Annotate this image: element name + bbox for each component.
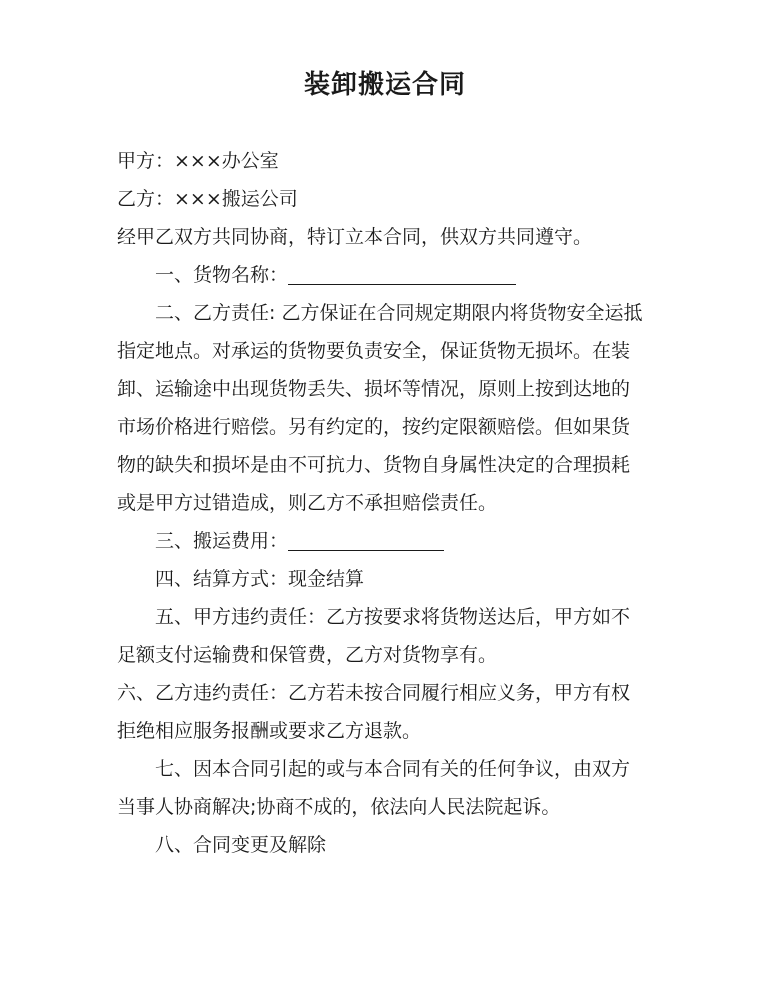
clause-6: 六、乙方违约责任：乙方若未按合同履行相应义务，甲方有权拒绝相应服务报酬或要求乙方退款。 (117, 682, 631, 742)
party-b-line: 乙方：×××搬运公司 (117, 188, 298, 210)
clause-5: 五、甲方违约责任：乙方按要求将货物送达后，甲方如不足额支付运输费和保管费，乙方对货物享有。 (117, 606, 631, 666)
clause-2: 二、乙方责任: 乙方保证在合同规定期限内将货物安全运抵指定地点。对承运的货物要负责安全，保证货物无损坏。在装卸、运输途中出现货物丢失、损坏等情况，原则上按到达地的市场价格进行赔偿。另有约定的，按约定限额赔偿。但如果货物的缺失和损坏是由不可抗力、货物自身属性决定的合理损耗或是甲方过错造成，则乙方不承担赔偿责任。 (117, 302, 643, 514)
clause-8: 八、合同变更及解除 (155, 834, 327, 856)
goods-name-blank (288, 262, 516, 285)
fee-blank (288, 528, 444, 551)
preamble: 经甲乙双方共同协商，特订立本合同，供双方共同遵守。 (117, 226, 593, 248)
clause-4: 四、结算方式：现金结算 (155, 568, 365, 590)
clause-1-label: 一、货物名称： (155, 264, 289, 286)
clause-3 (117, 522, 647, 560)
clause-3-label: 三、搬运费用： (155, 530, 289, 552)
document-title: 装卸搬运合同 (303, 70, 466, 100)
contract-body (117, 142, 647, 864)
clause-7: 七、因本合同引起的或与本合同有关的任何争议，由双方当事人协商解决;协商不成的，依法向人民法院起诉。 (117, 758, 631, 818)
party-a-line: 甲方：×××办公室 (117, 150, 279, 172)
clause-1 (117, 256, 647, 294)
